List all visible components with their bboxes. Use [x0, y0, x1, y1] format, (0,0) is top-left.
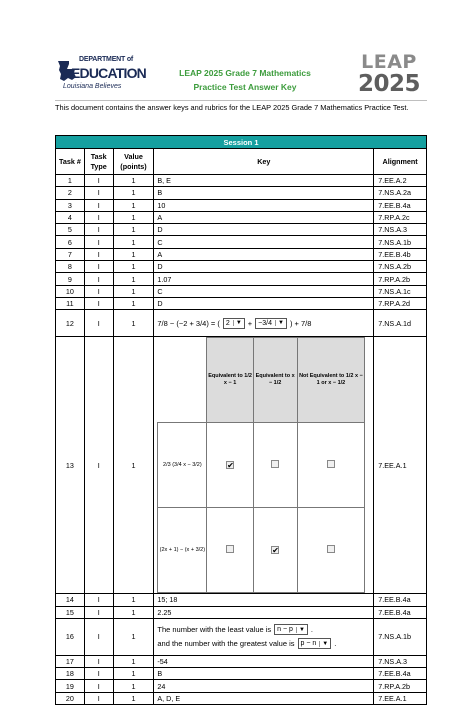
title-line2: Practice Test Answer Key [193, 82, 297, 92]
sentence-1-text: The number with the least value is [157, 625, 272, 635]
column-header-type: Task Type [84, 149, 113, 175]
table-row [56, 606, 427, 618]
leap-year: 2025 [357, 71, 420, 97]
table-row [56, 273, 427, 285]
task-key [154, 310, 374, 337]
task-key: B [154, 668, 374, 680]
task-number: 14 [56, 594, 85, 606]
task-number: 10 [56, 285, 85, 297]
column-header-alignment: Alignment [374, 149, 427, 175]
task-number: 6 [56, 236, 85, 248]
task-value: 1 [113, 175, 154, 187]
table-row [56, 211, 427, 223]
column-header-key: Key [154, 149, 374, 175]
row-16 [56, 618, 427, 655]
sentence-1-end: . [310, 625, 313, 635]
task-value: 1 [113, 187, 154, 199]
logo-tagline: Louisiana Believes [63, 83, 122, 90]
task-type: I [84, 187, 113, 199]
expression-start: 7/8 − (−2 + 3/4) = ( [157, 318, 220, 328]
task-value: 1 [113, 606, 154, 618]
task-type: I [84, 175, 113, 187]
task-alignment: 7.NS.A.2b [374, 261, 427, 273]
grid-header: Equivalent to 1/2 x − 1 [207, 338, 253, 423]
task-value: 1 [113, 310, 154, 337]
dropdown-2[interactable] [255, 318, 287, 329]
task-number: 17 [56, 655, 85, 667]
leap-word: LEAP [361, 51, 417, 73]
task-value: 1 [113, 337, 154, 594]
greatest-value-dropdown[interactable] [298, 638, 332, 649]
checkbox-icon[interactable] [327, 545, 335, 553]
expression-12 [157, 318, 373, 329]
checkbox-icon[interactable] [327, 460, 335, 468]
task-type: I [84, 310, 113, 337]
dropdown-arrow-icon: ▼ [233, 320, 242, 326]
dropdown-sentence-2 [157, 637, 373, 651]
task-value: 1 [113, 248, 154, 260]
task-alignment: 7.RP.A.2b [374, 680, 427, 692]
column-header-task: Task # [56, 149, 85, 175]
task-value: 1 [113, 594, 154, 606]
checkbox-icon[interactable] [271, 460, 279, 468]
task-value: 1 [113, 692, 154, 704]
greatest-value-selection: p − n [300, 640, 317, 648]
table-row [56, 618, 427, 655]
table-row [56, 285, 427, 297]
task-number: 9 [56, 273, 85, 285]
task-type: I [84, 236, 113, 248]
task-key: C [154, 285, 374, 297]
task-alignment: 7.EE.A.1 [374, 337, 427, 594]
expression-end: ) + 7/8 [289, 318, 312, 328]
task-number: 12 [56, 310, 85, 337]
task-alignment: 7.RP.A.2b [374, 273, 427, 285]
task-type: I [84, 199, 113, 211]
title-line1: LEAP 2025 Grade 7 Mathematics [179, 68, 311, 78]
dropdown-sentence-1 [157, 623, 373, 637]
task-key: 24 [154, 680, 374, 692]
task-alignment: 7.EE.B.4a [374, 668, 427, 680]
table-row [56, 594, 427, 606]
grid-header: Not Equivalent to 1/2 x − 1 or x − 1/2 [297, 338, 365, 423]
task-type: I [84, 337, 113, 594]
task-alignment: 7.NS.A.1c [374, 285, 427, 297]
rows-12-13 [56, 310, 427, 594]
table-row [56, 668, 427, 680]
task-number: 7 [56, 248, 85, 260]
task-type: I [84, 261, 113, 273]
dropdown-arrow-icon: ▼ [275, 320, 284, 326]
task-number: 2 [56, 187, 85, 199]
checkbox-icon[interactable]: ✔ [227, 460, 234, 470]
task-key: D [154, 297, 374, 309]
table-row [56, 297, 427, 309]
sentence-2-text: and the number with the greatest value is [157, 639, 295, 649]
intro-text: This document contains the answer keys and rubrics for the LEAP 2025 Grade 7 Mathematics Practice Test. [55, 103, 409, 112]
task-alignment: 7.EE.A.1 [374, 692, 427, 704]
task-number: 11 [56, 297, 85, 309]
task-value: 1 [113, 618, 154, 655]
dropdown-1[interactable] [223, 318, 245, 329]
session-title: Session 1 [56, 136, 427, 149]
task-value: 1 [113, 680, 154, 692]
task-value: 1 [113, 211, 154, 223]
task-alignment: 7.RP.A.2d [374, 297, 427, 309]
table-row [56, 224, 427, 236]
task-number: 3 [56, 199, 85, 211]
task-value: 1 [113, 668, 154, 680]
task-number: 20 [56, 692, 85, 704]
least-value-selection: n − p [277, 626, 293, 634]
task-value: 1 [113, 273, 154, 285]
task-key [154, 337, 374, 594]
task-key: 1.07 [154, 273, 374, 285]
rows-17-20 [56, 655, 427, 704]
task-type: I [84, 248, 113, 260]
task-key: 15; 18 [154, 594, 374, 606]
task-alignment: 7.NS.A.3 [374, 224, 427, 236]
checkbox-icon[interactable] [226, 545, 234, 553]
task-number: 15 [56, 606, 85, 618]
leap-2025-logo [351, 52, 427, 100]
task-type: I [84, 211, 113, 223]
task-alignment: 7.NS.A.1b [374, 618, 427, 655]
rows-14-15 [56, 594, 427, 619]
department-of-education-logo [55, 54, 146, 98]
plus-sign: + [247, 318, 253, 328]
task-type: I [84, 668, 113, 680]
task-key: C [154, 236, 374, 248]
dropdown-2-value: −3/4 [258, 319, 272, 327]
task-number: 5 [56, 224, 85, 236]
dropdown-1-value: 2 [225, 319, 230, 327]
task-number: 19 [56, 680, 85, 692]
table-row [56, 310, 427, 337]
task-key: D [154, 224, 374, 236]
least-value-dropdown[interactable] [274, 624, 308, 635]
sentence-2-end: . [334, 639, 337, 649]
task-key: A, D, E [154, 692, 374, 704]
task-number: 16 [56, 618, 85, 655]
grid-header: Equivalent to x − 1/2 [253, 338, 297, 423]
task-alignment: 7.RP.A.2c [374, 211, 427, 223]
task-alignment: 7.EE.B.4a [374, 594, 427, 606]
task-number: 4 [56, 211, 85, 223]
task-alignment: 7.EE.B.4a [374, 199, 427, 211]
column-header-value: Value (points) [113, 149, 154, 175]
task-number: 8 [56, 261, 85, 273]
task-value: 1 [113, 297, 154, 309]
task-type: I [84, 594, 113, 606]
task-alignment: 7.NS.A.1d [374, 310, 427, 337]
checkbox-icon[interactable]: ✔ [272, 545, 279, 555]
task-key: B [154, 187, 374, 199]
table-row [56, 248, 427, 260]
task-alignment: 7.NS.A.3 [374, 655, 427, 667]
grid-expression: (2x + 1) − (x + 3/2) [158, 508, 207, 593]
task-key: 2.25 [154, 606, 374, 618]
task-key: -54 [154, 655, 374, 667]
logo-line2: EDUCATION [71, 65, 146, 81]
task-key [154, 618, 374, 655]
task-type: I [84, 273, 113, 285]
task-alignment: 7.NS.A.1b [374, 236, 427, 248]
table-row [56, 692, 427, 704]
task-value: 1 [113, 261, 154, 273]
task-alignment: 7.NS.A.2a [374, 187, 427, 199]
dropdown-arrow-icon: ▼ [296, 627, 305, 633]
task-type: I [84, 297, 113, 309]
task-type: I [84, 618, 113, 655]
task-key: A [154, 248, 374, 260]
task-value: 1 [113, 285, 154, 297]
task-value: 1 [113, 224, 154, 236]
table-row [56, 175, 427, 187]
table-row [56, 236, 427, 248]
task-alignment: 7.EE.B.4a [374, 606, 427, 618]
logo-line1: DEPARTMENT of [79, 56, 134, 63]
task-key: A [154, 211, 374, 223]
task-value: 1 [113, 655, 154, 667]
table-row [56, 187, 427, 199]
task-number: 13 [56, 337, 85, 594]
task-value: 1 [113, 199, 154, 211]
task-key: B, E [154, 175, 374, 187]
task-number: 1 [56, 175, 85, 187]
table-row [56, 199, 427, 211]
task-key: 10 [154, 199, 374, 211]
task-key: D [154, 261, 374, 273]
task-type: I [84, 692, 113, 704]
grid-corner [158, 338, 207, 423]
task-alignment: 7.EE.B.4b [374, 248, 427, 260]
table-row [56, 261, 427, 273]
answer-key-table [55, 135, 427, 705]
task-number: 18 [56, 668, 85, 680]
grid-expression: 2/3 (3/4 x − 3/2) [158, 423, 207, 508]
task-type: I [84, 285, 113, 297]
table-row [56, 680, 427, 692]
task-type: I [84, 655, 113, 667]
task-type: I [84, 224, 113, 236]
header-divider [55, 100, 427, 101]
task-value: 1 [113, 236, 154, 248]
rows-1-11 [56, 175, 427, 310]
page-header [55, 52, 427, 100]
task-alignment: 7.EE.A.2 [374, 175, 427, 187]
task-type: I [84, 680, 113, 692]
document-title [145, 66, 345, 94]
table-row [56, 337, 427, 594]
dropdown-arrow-icon: ▼ [319, 641, 328, 647]
equivalence-grid [157, 337, 365, 593]
task-type: I [84, 606, 113, 618]
table-row [56, 655, 427, 667]
